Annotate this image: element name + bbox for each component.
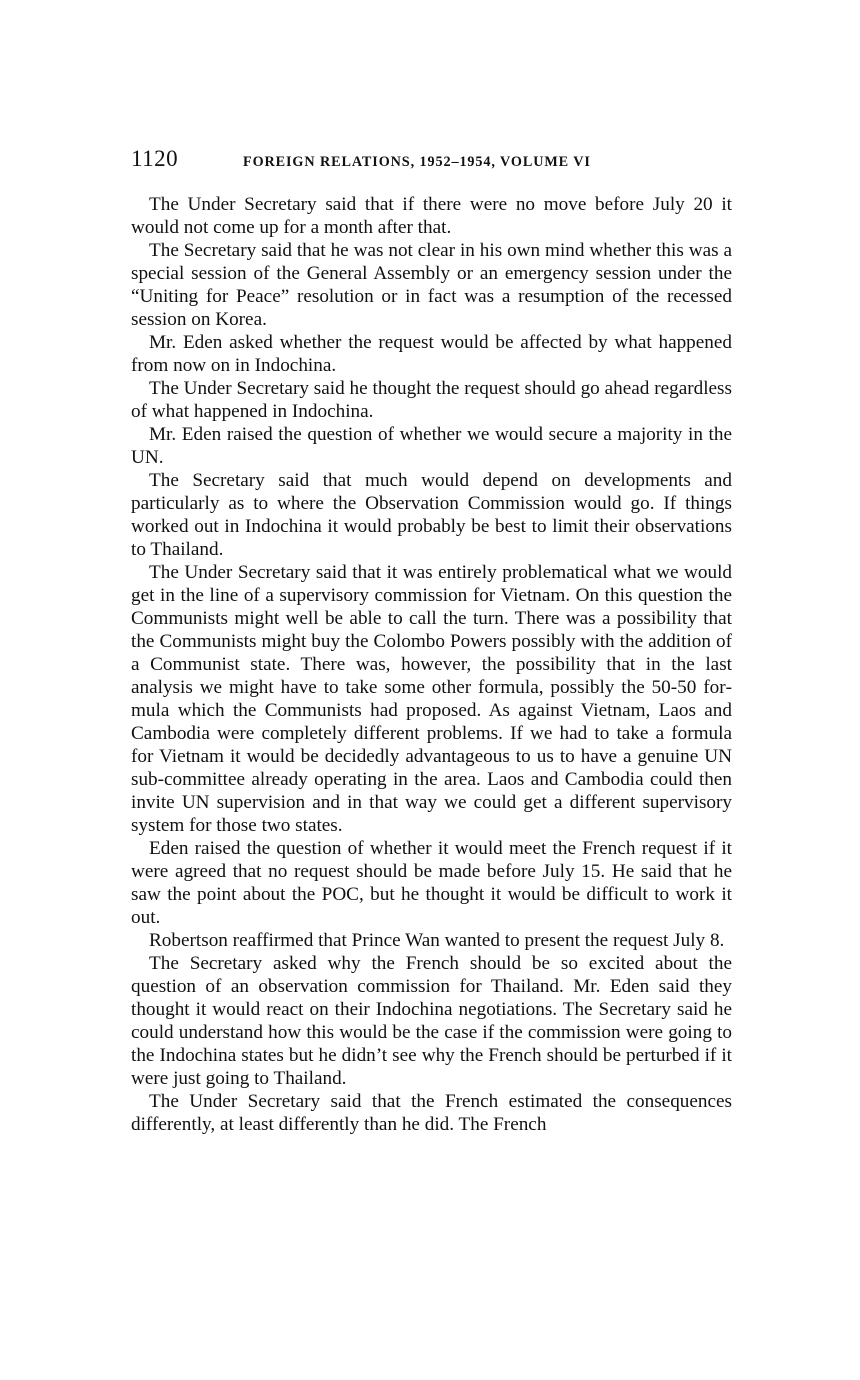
running-head [131, 146, 732, 182]
paragraph: Mr. Eden asked whether the request would be affected by what happened from now on in Indochina. [131, 332, 732, 376]
paragraph-continued: The Under Secretary said that the French estimated the consequences differently, at least differently than he did. The French [131, 1091, 732, 1135]
paragraph: Mr. Eden raised the question of whether we would secure a majority in the UN. [131, 424, 732, 468]
paragraph: Eden raised the question of whether it would meet the French request if it were agreed that no request should be made before July 15. He said that he saw the point about the POC, but he thought it would be difficult to work it out. [131, 838, 732, 928]
paragraph: The Under Secretary said that if there were no move before July 20 it would not come up for a month after that. [131, 194, 732, 238]
paragraph: The Secretary said that he was not clear in his own mind whether this was a special session of the General Assembly or an emergency session under the “Uniting for Peace” resolution or in fact was a resumption of the recessed session on Korea. [131, 240, 732, 330]
paragraph: Robertson reaffirmed that Prince Wan wanted to present the request July 8. [149, 930, 725, 951]
paragraph: The Under Secretary said he thought the request should go ahead regardless of what happened in Indochina. [131, 378, 732, 422]
page-number: 1120 [131, 146, 179, 171]
document-page [131, 146, 732, 1136]
paragraph: The Secretary asked why the French should be so excited about the question of an observation commission for Thailand. Mr. Eden said they thought it would react on their Indochina negotiations. The Secretary said he could understand how this would be the case if the commission were going to the Indochina states but he didn’t see why the French should be perturbed if it were just going to Thailand. [131, 953, 732, 1089]
paragraph: The Secretary said that much would depend on developments and particularly as to where the Observation Commission would go. If things worked out in Indochina it would probably be best to limit their observations to Thailand. [131, 470, 732, 560]
body-text [131, 193, 732, 1136]
paragraph: The Under Secretary said that it was entirely problematical what we would get in the line of a supervisory commission for Vietnam. On this question the Communists might well be able to call the turn. There was a possibility that the Communists might buy the Colombo Powers possibly with the addition of a Communist state. There was, however, the possibility that in the last analysis we might have to take some other formula, possibly the 50-50 formula which the Communists had proposed. As against Vietnam, Laos and Cambodia were completely different problems. If we had to take a formula for Vietnam it would be decidedly advantageous to us to have a genuine UN sub-committee already operating in the area. Laos and Cambodia could then invite UN supervision and in that way we could get a different supervisory system for those two states. [131, 562, 732, 836]
running-head-title: FOREIGN RELATIONS, 1952–1954, VOLUME VI [243, 154, 591, 170]
